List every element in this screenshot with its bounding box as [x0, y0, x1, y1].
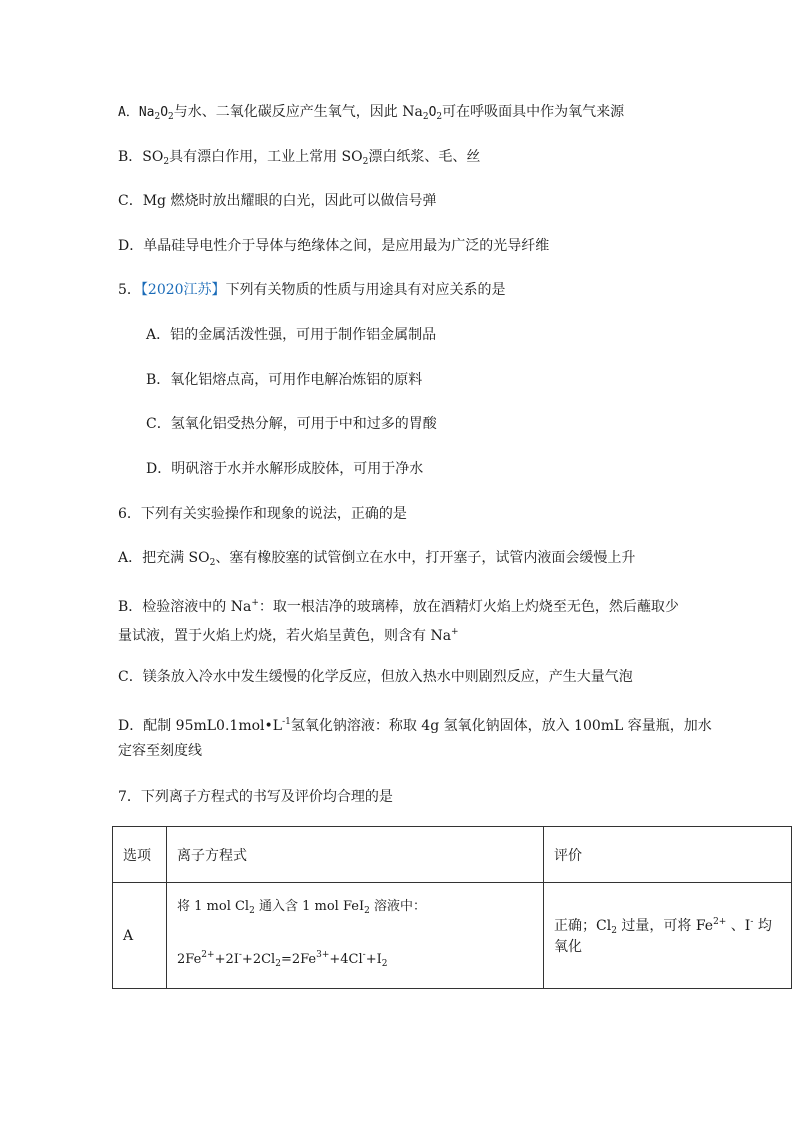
- q4-option-a: A．$Na_2O_2$与水、二氧化碳反应产生氧气，因此 $Na_2O_2$可在呼吸面具中作为氧气来源: [118, 104, 625, 122]
- header-evaluation: 评价: [544, 827, 792, 883]
- q5-source-tag: 【2020江苏】: [140, 282, 226, 298]
- q4-option-b: B．$SO_2$具有漂白作用，工业上常用 $SO_2$漂白纸浆、毛、丝: [118, 149, 481, 167]
- row-a-evaluation: 正确；$Cl_2$ 过量，可将 $Fe^{2+}$ 、I- 均氧化: [544, 883, 792, 989]
- q6-option-a: A．把充满 $SO_2$、塞有橡胶塞的试管倒立在水中，打开塞子，试管内液面会缓慢上升: [118, 550, 636, 568]
- q6-option-d-line1: D．配制 $95mL0.1mol•L^{-1}$氢氧化钠溶液：称取 4g 氢氧化钠固体，放入 100mL 容量瓶，加水: [118, 717, 712, 734]
- header-equation: 离子方程式: [167, 827, 544, 883]
- q5-stem: 5．【2020江苏】下列有关物质的性质与用途具有对应关系的是: [118, 282, 506, 298]
- row-a-option: A: [113, 883, 167, 989]
- q4-option-c: C．Mg 燃烧时放出耀眼的白光，因此可以做信号弹: [118, 193, 437, 209]
- q6-option-d-line2: 定容至刻度线: [118, 743, 202, 759]
- q6-option-b-line2: 量试液，置于火焰上灼烧，若火焰呈黄色，则含有 Na+: [118, 627, 459, 644]
- q5-option-c: C．氢氧化铝受热分解，可用于中和过多的胃酸: [146, 416, 437, 432]
- q4-option-d: D．单晶硅导电性介于导体与绝缘体之间，是应用最为广泛的光导纤维: [118, 238, 550, 254]
- table-header-row: [113, 827, 792, 883]
- q5-option-d: D．明矾溶于水并水解形成胶体，可用于净水: [146, 461, 424, 477]
- equation-line-2: $2Fe^{2+}+2I^-+2Cl_2=2Fe^{3+}+4Cl^-+I_2$: [177, 950, 388, 969]
- table-row: [113, 883, 792, 989]
- row-a-equation: [167, 883, 544, 989]
- q6-option-b-line1: B．检验溶液中的 Na+：取一根洁净的玻璃棒，放在酒精灯火焰上灼烧至无色，然后蘸取少: [118, 598, 679, 615]
- q6-stem: 6．下列有关实验操作和现象的说法，正确的是: [118, 506, 407, 522]
- q7-table: [112, 826, 792, 989]
- q6-option-c: C．镁条放入冷水中发生缓慢的化学反应，但放入热水中则剧烈反应，产生大量气泡: [118, 669, 633, 685]
- q7-stem: 7．下列离子方程式的书写及评价均合理的是: [118, 789, 393, 805]
- header-option: 选项: [113, 827, 167, 883]
- equation-line-1: 将 1 mol $Cl_2$ 通入含 1 mol FeI$_2$ 溶液中：: [177, 899, 426, 916]
- q5-option-b: B．氧化铝熔点高，可用作电解冶炼铝的原料: [146, 372, 423, 388]
- q5-option-a: A．铝的金属活泼性强，可用于制作铝金属制品: [146, 327, 437, 343]
